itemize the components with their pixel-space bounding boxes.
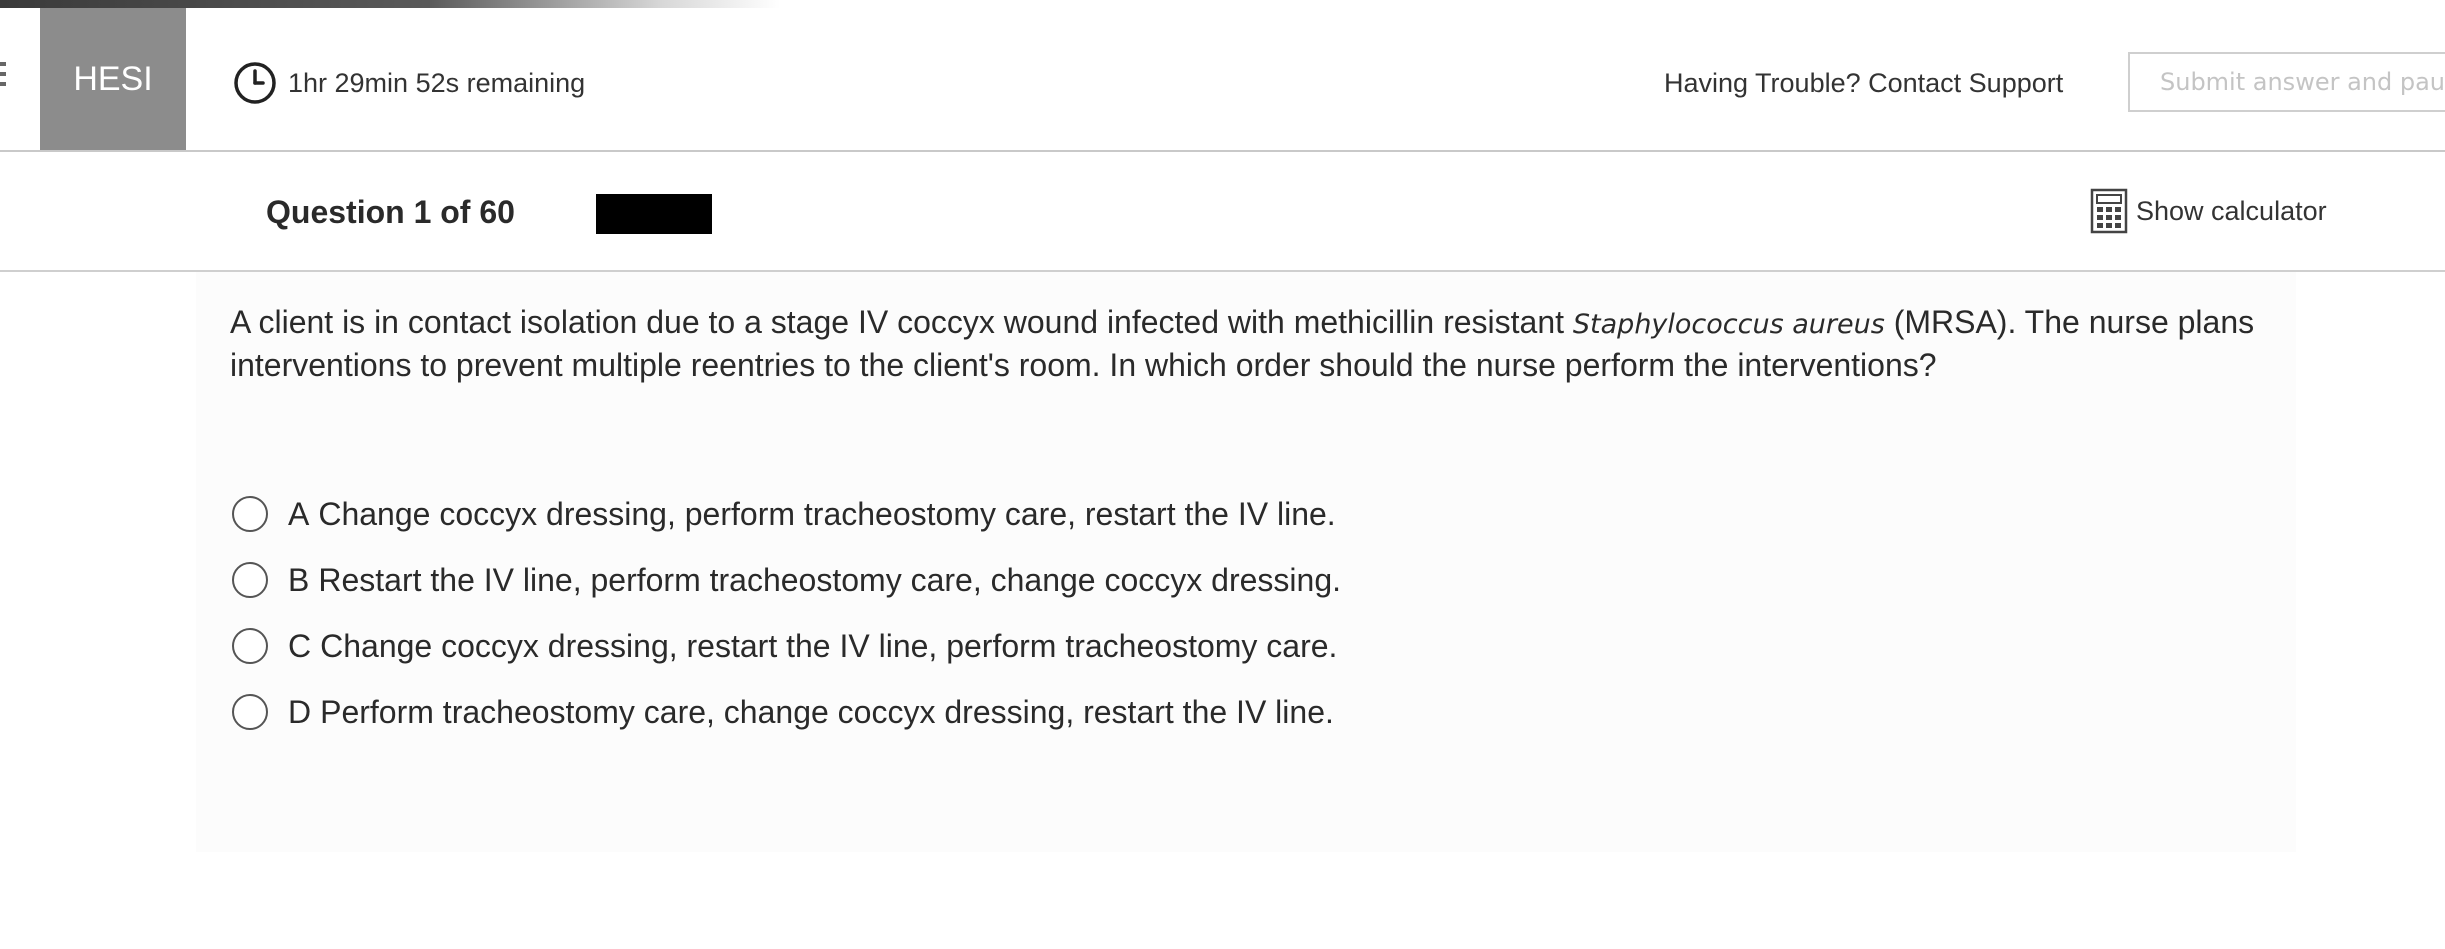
option-text: Change coccyx dressing, restart the IV line, perform tracheostomy care. <box>320 627 1338 664</box>
question-text-end: (MRSA). The nurse plans interventions to prevent multiple reentries to the client's room. In which order should the nurse perform the interventions? <box>230 304 2255 383</box>
question-bar <box>0 152 2445 272</box>
question-counter: Question 1 of 60 <box>266 194 515 230</box>
question-species: Staphylococcus aureus <box>1572 309 1885 340</box>
option-letter: C <box>288 627 312 664</box>
option-text: Perform tracheostomy care, change coccyx dressing, restart the IV line. <box>320 693 1334 730</box>
radio-button[interactable] <box>232 562 268 598</box>
option-b[interactable] <box>232 556 1341 604</box>
radio-button[interactable] <box>232 496 268 532</box>
brand-logo: HESI <box>40 8 186 150</box>
contact-support-link[interactable]: Having Trouble? Contact Support <box>1664 68 2064 98</box>
option-text: Restart the IV line, perform tracheostomy care, change coccyx dressing. <box>318 561 1342 598</box>
option-c[interactable] <box>232 622 1341 670</box>
question-stem <box>230 302 2290 385</box>
clock-icon <box>232 60 278 106</box>
menu-icon[interactable] <box>0 62 6 98</box>
timer-text: 1hr 29min 52s remaining <box>288 67 586 98</box>
option-d[interactable] <box>232 688 1341 736</box>
header-bar <box>0 8 2445 152</box>
submit-answer-button[interactable]: Submit answer and pau <box>2128 52 2445 112</box>
option-letter: A <box>288 495 310 532</box>
top-strip <box>0 0 780 8</box>
option-a[interactable] <box>232 490 1341 538</box>
timer <box>232 60 585 106</box>
option-letter: D <box>288 693 312 730</box>
option-text: Change coccyx dressing, perform tracheostomy care, restart the IV line. <box>318 495 1336 532</box>
show-calculator-button[interactable] <box>2090 188 2327 234</box>
show-calculator-label: Show calculator <box>2136 195 2327 226</box>
option-letter: B <box>288 561 310 598</box>
radio-button[interactable] <box>232 628 268 664</box>
calculator-icon <box>2090 188 2128 234</box>
question-panel <box>196 272 2296 852</box>
redaction-box <box>596 194 712 234</box>
question-text-start: A client is in contact isolation due to a stage IV coccyx wound infected with methicillin resistant <box>230 304 1573 340</box>
answer-options <box>232 490 1341 754</box>
radio-button[interactable] <box>232 694 268 730</box>
